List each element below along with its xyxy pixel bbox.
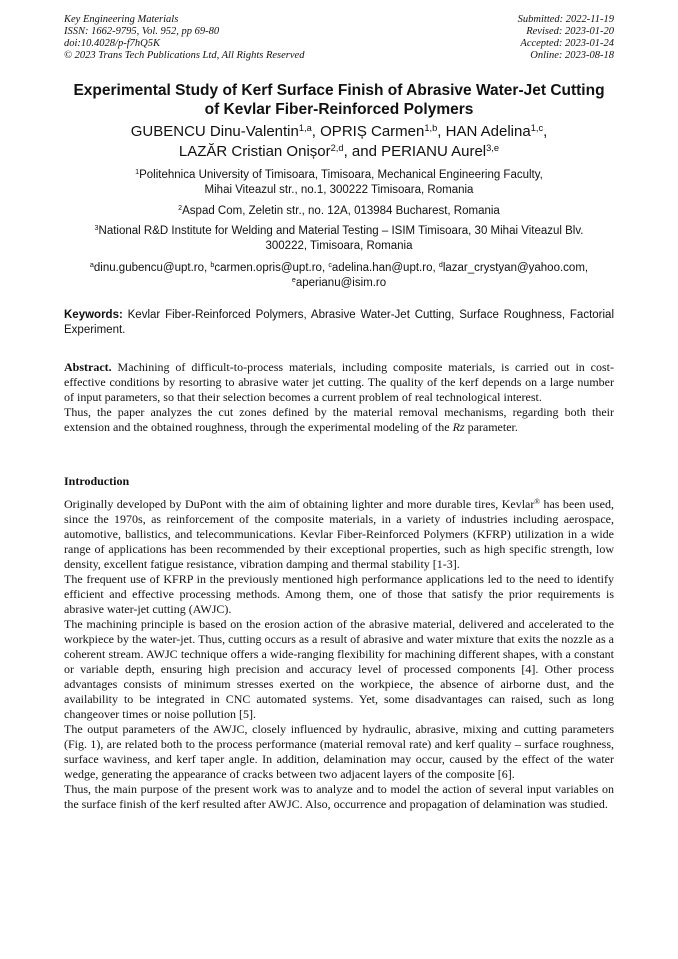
journal-issn: ISSN: 1662-9795, Vol. 952, pp 69-80 [64,26,220,37]
author-affiliation-mark: 1,c [530,122,544,133]
affiliation-1 [40,168,638,198]
introduction-paragraph [64,497,614,572]
email-mark: d [438,261,443,270]
paper-title [40,81,638,119]
paragraph-text: Originally developed by DuPont with the aim of obtaining lighter and more durable tires, Kevlar [64,497,535,511]
affiliation-3 [40,224,638,254]
author-line-2 [40,142,638,162]
abstract-text: parameter. [464,420,518,434]
email-mark: a [89,261,94,270]
revised-date: Revised: 2023-01-20 [526,26,614,37]
affiliation-number: 3 [94,224,99,233]
author-name: OPRIȘ Carmen [320,123,425,140]
author-affiliation-mark: 1,b [424,122,438,133]
abstract-text: Machining of difficult-to-process materials, including composite materials, is carried out in cost-effective conditions by resorting to abrasive water jet cutting. The quality of the kerf depends on a large number of input parameters, so that their selection becomes a current problem of real technological interest. [64,360,614,404]
introduction-heading: Introduction [64,474,130,488]
author-separator: , [437,123,446,140]
author-affiliation-mark: 2,d [330,142,344,153]
author-list [40,122,638,162]
email-link[interactable]: aperianu@isim.ro [295,277,387,289]
submitted-date: Submitted: 2022-11-19 [517,14,614,25]
title-line-2: of Kevlar Fiber-Reinforced Polymers [204,101,474,118]
author-name: PERIANU Aurel [381,143,487,160]
affiliation-2 [40,204,638,219]
introduction-paragraph: The frequent use of KFRP in the previously mentioned high performance applications led to the need to identify efficient and effective processing methods. Among them, one of those that satisfy the prior requirements is abrasive water-jet cutting (AWJC). [64,572,614,616]
journal-name: Key Engineering Materials [64,14,179,25]
publication-dates [518,14,614,62]
abstract-paragraph [64,360,614,405]
copyright: © 2023 Trans Tech Publications Ltd, All Rights Reserved [64,50,305,61]
registered-mark: ® [534,496,541,506]
email-mark: b [210,261,215,270]
affiliation-line: 300222, Timisoara, Romania [265,240,413,252]
affiliation-line: Aspad Com, Zeletin str., no. 12A, 013984 Bucharest, Romania [182,205,500,217]
rz-parameter: Rz [452,420,465,434]
affiliation-number: 2 [178,204,183,213]
author-separator: , [311,123,321,140]
email-link[interactable]: dinu.gubencu@upt.ro, [93,262,211,274]
keywords [64,308,614,338]
abstract-label: Abstract. [64,360,112,374]
abstract-paragraph [64,405,614,435]
online-date: Online: 2023-08-18 [530,50,614,61]
affiliation-number: 1 [135,168,140,177]
author-name: LAZĂR Cristian Onișor [178,143,331,160]
author-name: HAN Adelina [445,123,531,140]
keywords-label: Keywords: [64,309,123,321]
affiliation-line: Politehnica University of Timisoara, Timisoara, Mechanical Engineering Faculty, [139,169,543,181]
affiliation-line: National R&D Institute for Welding and Material Testing – ISIM Timisoara, 30 Mihai Viteazul Blv. [98,225,584,237]
abstract [64,360,614,435]
email-link[interactable]: lazar_crystyan@yahoo.com, [442,262,589,274]
author-name: GUBENCU Dinu-Valentin [130,123,299,140]
paragraph-text: has been used, since the 1970s, as reinforcement of the composite materials, in a variety of industries including aerospace, automotive, ballistics, and telecommunications. Kevlar Fiber-Reinforced Polymers (KFRP) utilization in a wide range of applications has been recommended by their exceptional properties, such as high specific strength, low density, excellent fatigue resistance, vibration damping and thermal stability [1-3]. [64,497,614,571]
accepted-date: Accepted: 2023-01-24 [520,38,614,49]
introduction-paragraph: Thus, the main purpose of the present work was to analyze and to model the action of several input variables on the surface finish of the kerf resulted after AWJC. Also, occurrence and propagation of delamination was studied. [64,782,614,811]
title-line-1: Experimental Study of Kerf Surface Finish of Abrasive Water-Jet Cutting [73,82,605,99]
introduction-paragraph: The output parameters of the AWJC, closely influenced by hydraulic, abrasive, mixing and cutting parameters (Fig. 1), are related both to the process performance (material removal rate) and kerf quality – surface roughness, surface waviness, and kerf taper angle. In addition, delamination may occur, caused by the effect of the water wedge, generating the appearance of cracks between two adjacent layers of the composite [6]. [64,722,614,781]
author-line-1 [40,122,638,142]
email-mark: e [291,276,296,285]
affiliation-line: Mihai Viteazul str., no.1, 300222 Timisoara, Romania [204,184,474,196]
journal-doi[interactable]: doi:10.4028/p-f7hQ5K [64,38,160,49]
author-affiliation-mark: 3,e [486,142,500,153]
introduction-body [64,497,614,812]
abstract-text: Thus, the paper analyzes the cut zones defined by the material removal mechanisms, regarding both their extension and the obtained roughness, through the experimental modeling of the [64,405,614,434]
email-link[interactable]: adelina.han@upt.ro, [331,262,439,274]
author-affiliation-mark: 1,a [298,122,312,133]
author-conjunction: , and [343,143,382,160]
journal-info [64,14,304,62]
email-link[interactable]: carmen.opris@upt.ro, [214,262,329,274]
author-emails [40,261,638,291]
email-mark: c [328,261,332,270]
author-separator: , [543,123,548,140]
introduction-paragraph: The machining principle is based on the erosion action of the abrasive material, delivered and accelerated to the workpiece by the water-jet. Thus, cutting occurs as a result of abrasive and water mixture that exits the nozzle as a coherent stream. AWJC technique offers a wide-ranging flexibility for machining different shapes, with a constant or variable depth, ensuring high precision and accuracy level of processed components [4]. Other process advantages consists of minimum stresses exerted on the workpiece, the absence of airborne dust, and the availability to be integrated in CNC automated systems. Yet, some disadvantages can raised, such as long changeover times or noise pollution [5]. [64,617,614,721]
keywords-text: Kevlar Fiber-Reinforced Polymers, Abrasive Water-Jet Cutting, Surface Roughness, Factorial Experiment. [64,309,614,336]
